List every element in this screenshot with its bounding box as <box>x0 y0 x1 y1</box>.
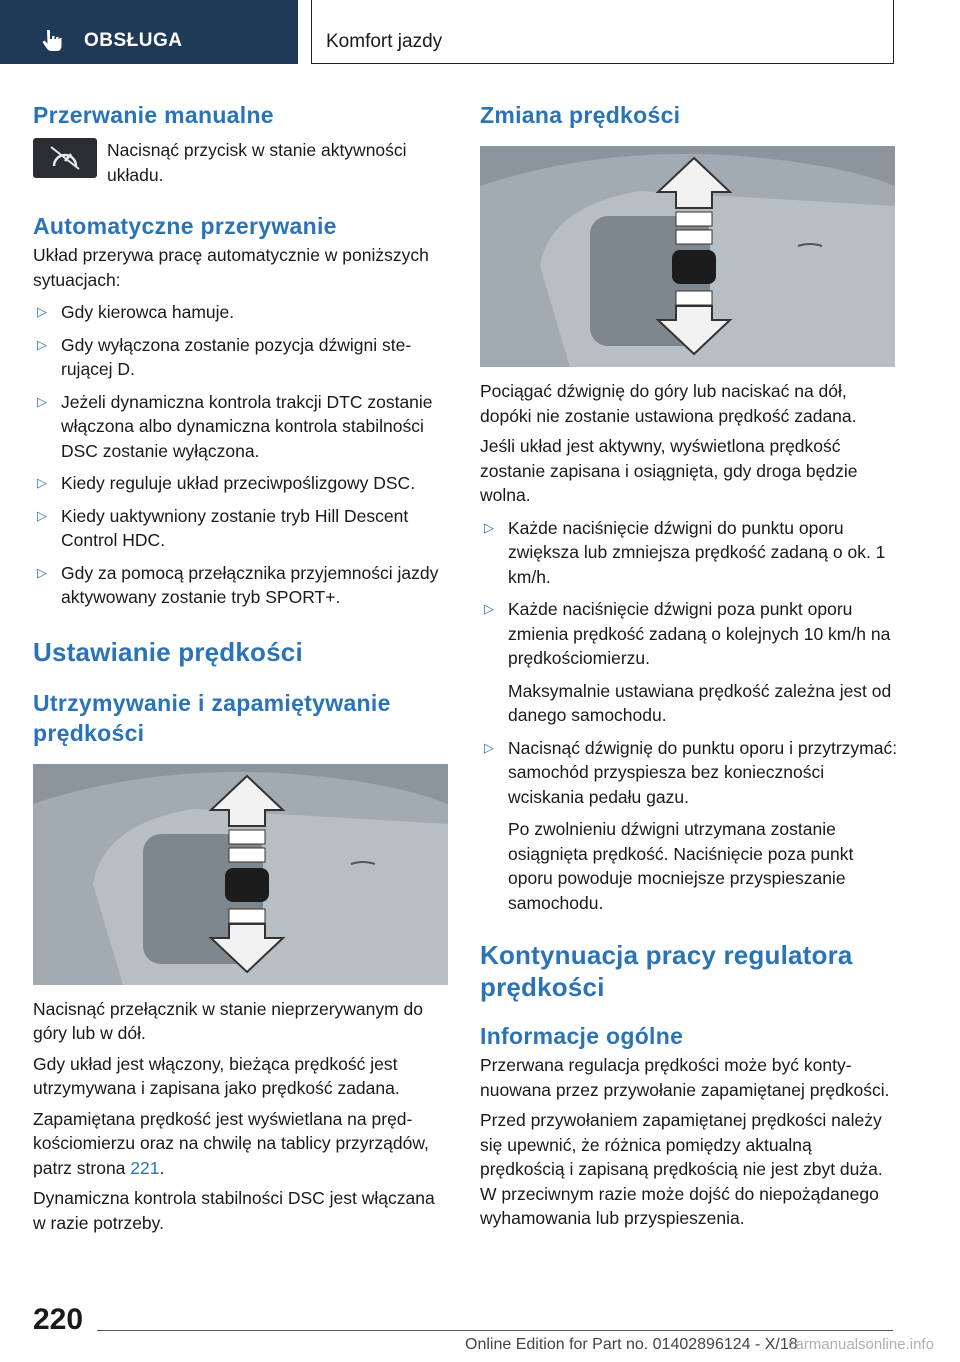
steering-wheel-illustration-2 <box>480 146 895 367</box>
list-item-text: Kiedy reguluje układ przeciwpoślizgowy DSC. <box>61 473 416 493</box>
list-item-text: Gdy za pomocą przełącznika przyjemności jazdy aktywowany zostanie tryb SPORT+. <box>61 562 439 607</box>
hold-speed-p2: Gdy układ jest włączony, bieżąca prędkość jest utrzymywana i zapisana jako prędkość zadana. <box>33 1053 400 1098</box>
continue-p2: Przed przywołaniem zapamiętanej prędkości należy się upewnić, że różnica pomiędzy aktualną prędkością i zapisaną prędkością nie jest zbyt duża. W przeciwnym razie może dojść do niepożądanego wyhamowania lub przyspieszenia. <box>480 1110 883 1228</box>
list-item <box>480 736 898 916</box>
list-item-text: Kiedy uaktywniony zostanie tryb Hill Descent Control HDC. <box>61 505 409 550</box>
list-item-text: Nacisnąć dźwignię do punktu oporu i przytrzymać: samochód przyspiesza bez konieczności wciskania pedału gazu. <box>508 737 898 807</box>
list-item-note: Po zwolnieniu dźwigni utrzymana zostanie osiągnięta prędkość. Naciśnięcie poza punkt oporu powoduje mocniejsze przyspieszanie samochodu. <box>508 819 854 913</box>
page-number: 220 <box>33 1303 84 1336</box>
list-item <box>480 516 898 590</box>
header-section-tab <box>0 0 298 64</box>
list-item <box>33 390 451 464</box>
page-reference-link[interactable]: 221 <box>130 1157 160 1178</box>
left-column <box>33 100 451 1235</box>
list-item <box>33 471 451 496</box>
list-item-text: Każde naciśnięcie dźwigni poza punkt oporu zmienia prędkość zadaną o kolejnych 10 km/h na prędkościomierzu. <box>508 599 891 668</box>
list-item <box>33 333 451 382</box>
triangle-bullet-icon: ▷ <box>37 304 47 319</box>
list-item-text: Gdy kierowca hamuje. <box>61 302 235 322</box>
triangle-bullet-icon: ▷ <box>484 601 494 616</box>
list-item <box>33 300 451 325</box>
triangle-bullet-icon: ▷ <box>37 393 47 409</box>
auto-interrupt-heading: Automatyczne przerywanie <box>33 213 337 239</box>
list-item-text: Jeżeli dynamiczna kontrola trakcji DTC zostanie włączona albo dynamiczna kontrola stabilności DSC zostanie wyłączona. <box>61 391 433 461</box>
list-item-text: Każde naciśnięcie dźwigni do punktu oporu zwiększa lub zmniejsza prędkość zadaną o ok. 1 km/h. <box>508 517 886 587</box>
section-title: OBSŁUGA <box>84 30 183 51</box>
triangle-bullet-icon: ▷ <box>37 507 47 523</box>
steering-wheel-lever-image-2 <box>480 146 895 367</box>
continue-p1: Przerwana regulacja prędkości może być kontynuowana przez przywołanie zapamiętanej prędkości. <box>480 1055 890 1100</box>
manual-interrupt-row <box>33 138 451 187</box>
set-speed-heading: Ustawianie prędkości <box>33 636 303 667</box>
hold-speed-p3-text: Zapamiętana prędkość jest wyświetlana na prędkościomierzu oraz na chwilę na tablicy przyrządów, patrz strona <box>33 1108 429 1178</box>
list-item <box>33 561 451 610</box>
manual-interrupt-text: Nacisnąć przycisk w stanie aktywności układu. <box>107 140 407 185</box>
list-item <box>33 504 451 553</box>
watermark: carmanualsonline.info <box>788 1336 934 1353</box>
triangle-bullet-icon: ▷ <box>37 475 47 490</box>
cruise-cancel-button-image <box>33 138 97 178</box>
triangle-bullet-icon: ▷ <box>37 336 47 352</box>
steering-wheel-lever-image <box>33 764 448 985</box>
general-info-heading: Informacje ogólne <box>480 1023 684 1049</box>
list-item-text: Gdy wyłączona zostanie pozycja dźwigni sterującej D. <box>61 334 412 379</box>
auto-interrupt-list <box>33 300 451 610</box>
footer-divider <box>97 1330 893 1331</box>
hold-speed-p3 <box>33 1107 451 1181</box>
auto-interrupt-intro: Układ przerywa pracę automatycznie w poniższych sytuacjach: <box>33 245 429 290</box>
change-speed-heading: Zmiana prędkości <box>480 102 681 128</box>
hand-pointer-icon <box>40 28 62 52</box>
chapter-title: Komfort jazdy <box>326 31 443 52</box>
hold-speed-p3-end: . <box>159 1157 165 1178</box>
continue-heading: Kontynuacja pracy regulatora prędkości <box>480 940 853 1002</box>
triangle-bullet-icon: ▷ <box>484 739 494 755</box>
list-item <box>480 597 898 728</box>
change-speed-p1: Pociągać dźwignię do góry lub naciskać na dół, dopóki nie zostanie ustawiona prędkość zadana. <box>480 381 857 426</box>
change-speed-list <box>480 516 898 916</box>
edition-note: Online Edition for Part no. 01402896124 - X/18 <box>465 1336 798 1353</box>
triangle-bullet-icon: ▷ <box>37 564 47 580</box>
hold-speed-heading: Utrzymywanie i zapamiętywanie prędkości <box>33 689 391 746</box>
hold-speed-p1: Nacisnąć przełącznik w stanie nieprzerywanym do góry lub w dół. <box>33 998 424 1043</box>
list-item-note: Maksymalnie ustawiana prędkość zależna jest od danego samochodu. <box>508 680 892 725</box>
speedometer-cancel-icon <box>48 144 82 172</box>
hold-speed-p4: Dynamiczna kontrola stabilności DSC jest włączana w razie potrzeby. <box>33 1188 435 1233</box>
change-speed-p2: Jeśli układ jest aktywny, wyświetlona prędkość zostanie zapisana i osiągnięta, gdy droga będzie wolna. <box>480 436 858 505</box>
manual-interrupt-heading: Przerwanie manualne <box>33 102 274 128</box>
right-column <box>480 100 898 1231</box>
triangle-bullet-icon: ▷ <box>484 519 494 535</box>
steering-wheel-illustration <box>33 764 448 985</box>
